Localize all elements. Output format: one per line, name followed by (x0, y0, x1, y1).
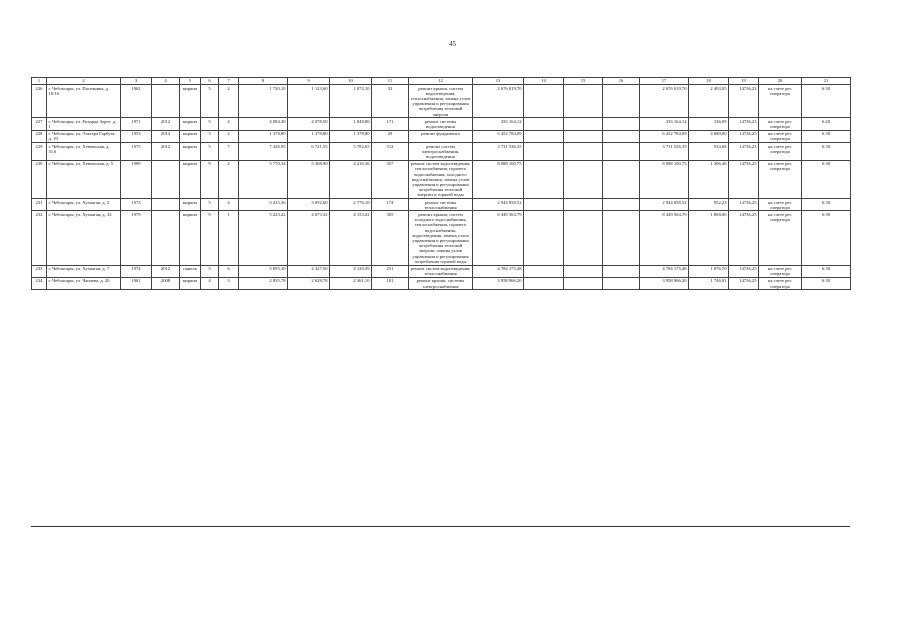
cell-unit-cost: 2 403,05 (689, 85, 729, 118)
cell-residents: 305 (372, 211, 409, 265)
cell-entrances: 2 (219, 160, 239, 198)
cell-works: ремонт крыши, систем водоотведения, теплоснабжения, замена узлов управления и регулирования потребления тепловой энергии (409, 85, 473, 118)
cell-wall: кирпич (180, 211, 201, 265)
cell-area-total: 5 223,22 (239, 211, 288, 265)
cell-addr: г. Чебоксары, ул. Хевешская, д. 5 (47, 160, 121, 198)
cell-wall: кирпич (180, 160, 201, 198)
cell-entrances: 2 (219, 130, 239, 142)
cell-cost-total: 8 449 564,79 (640, 211, 689, 265)
cell-area-total: 2 835,78 (239, 277, 288, 289)
cell-area-total: 1 720,10 (239, 85, 288, 118)
cell-works: ремонт системы теплоснабжения (409, 199, 473, 211)
table-bottom-rule (31, 526, 850, 527)
column-number: 3 (121, 78, 152, 85)
column-number: 9 (288, 78, 330, 85)
cell-entrances: 6 (219, 265, 239, 277)
cell-cost-total: 8 088 100,75 (640, 160, 689, 198)
cell-operator: на счете рег. оператора (759, 160, 802, 198)
cell-limit: 14736,25 (729, 211, 759, 265)
cell-area-total: 1 378,80 (239, 130, 288, 142)
cell-year-built: 1975 (121, 143, 152, 161)
cell-cost-total: 3 958 966,20 (640, 277, 689, 289)
cell-num: 230 (32, 160, 47, 198)
cell-area-res: 4 327,50 (288, 265, 330, 277)
cell-year-built: 1974 (121, 265, 152, 277)
column-number: 5 (180, 78, 201, 85)
cell-cost: 333 164,12 (473, 118, 524, 130)
cell-entrances: 4 (219, 118, 239, 130)
cell-cost-total: 4 784 175,48 (640, 265, 689, 277)
cell-c15 (564, 199, 603, 211)
cell-c14 (524, 160, 564, 198)
cell-floors: 5 (201, 118, 219, 130)
cell-limit: 14736,25 (729, 277, 759, 289)
cell-area-res: 1 378,80 (288, 130, 330, 142)
cell-unit-cost: 1 076,70 (689, 265, 729, 277)
cell-term: 6.30 (802, 211, 851, 265)
cell-c16 (603, 211, 640, 265)
cell-num: 232 (32, 211, 47, 265)
column-number: 6 (201, 78, 219, 85)
table-row (32, 143, 851, 161)
table-row (32, 277, 851, 289)
cell-num: 226 (32, 85, 47, 118)
cell-floors: 5 (201, 143, 219, 161)
cell-c16 (603, 265, 640, 277)
cell-term: 6.30 (802, 265, 851, 277)
cell-operator: на счете рег. оператора (759, 118, 802, 130)
cell-area-total: 5 095,30 (239, 265, 288, 277)
cell-addr: г. Чебоксары, ул. Хевешская, д. 31А (47, 143, 121, 161)
cell-operator: на счете рег. оператора (759, 85, 802, 118)
cell-c15 (564, 277, 603, 289)
cell-num: 234 (32, 277, 47, 289)
table-row (32, 265, 851, 277)
cell-term: 6.30 (802, 130, 851, 142)
cell-cost-total: 333 164,12 (640, 118, 689, 130)
cell-area-res: 5 368,90 (288, 160, 330, 198)
cell-term: 6.30 (802, 143, 851, 161)
cell-year-built: 1979 (121, 211, 152, 265)
cell-floors: 4 (201, 277, 219, 289)
cell-c14 (524, 85, 564, 118)
cell-residents: 174 (372, 199, 409, 211)
cell-cost-total: 2 944 858,52 (640, 199, 689, 211)
cell-cost: 8 088 100,75 (473, 160, 524, 198)
cell-wall: кирпич (180, 143, 201, 161)
cell-residents: 171 (372, 118, 409, 130)
cell-cost: 8 449 564,79 (473, 211, 524, 265)
cell-works: ремонт систем водоотведения, теплоснабжения, горячего водоснабжения, холодного водоснабжения, замена узлов управления и регулирования потребления тепловой энергии и горячей воды (409, 160, 473, 198)
cell-unit-cost: 1 808,06 (689, 211, 729, 265)
cell-year-reno (152, 199, 180, 211)
cell-operator: на счете рег. оператора (759, 277, 802, 289)
cell-wall: панель (180, 265, 201, 277)
table-row (32, 130, 851, 142)
cell-c16 (603, 277, 640, 289)
cell-c15 (564, 118, 603, 130)
cell-wall: кирпич (180, 199, 201, 211)
table-body (32, 78, 851, 290)
column-number: 18 (689, 78, 729, 85)
column-number: 11 (372, 78, 409, 85)
cell-wall: кирпич (180, 130, 201, 142)
cell-num: 228 (32, 130, 47, 142)
cell-floors: 9 (201, 211, 219, 265)
cell-cost: 2 944 858,52 (473, 199, 524, 211)
cell-wall: кирпич (180, 118, 201, 130)
cell-entrances: 2 (219, 85, 239, 118)
cell-year-reno: 2008 (152, 277, 180, 289)
cell-unit-cost: 136,09 (689, 118, 729, 130)
cell-c14 (524, 118, 564, 130)
cell-residents: 251 (372, 265, 409, 277)
cell-residents: 33 (372, 85, 409, 118)
cell-area-res2: 1 378,80 (330, 130, 372, 142)
cell-num: 233 (32, 265, 47, 277)
page-number: 45 (449, 40, 456, 48)
cell-term: 6.20 (802, 118, 851, 130)
cell-year-reno (152, 211, 180, 265)
cell-area-res2: 1 848,80 (330, 118, 372, 130)
cell-num: 227 (32, 118, 47, 130)
cell-area-res2: 4 216,36 (330, 160, 372, 198)
cell-year-built: 1973 (121, 199, 152, 211)
cell-area-res: 2 628,78 (288, 277, 330, 289)
cell-cost: 3 731 536,35 (473, 143, 524, 161)
column-number: 15 (564, 78, 603, 85)
cell-unit-cost: 1 306,46 (689, 160, 729, 198)
cell-year-reno: 2014 (152, 130, 180, 142)
cell-year-built: 1962 (121, 85, 152, 118)
cell-works: ремонт систем водоотведения, теплоснабжения (409, 265, 473, 277)
cell-operator: на счете рег. оператора (759, 265, 802, 277)
cell-addr: г. Чебоксары, ул. Хузангая, д. 32 (47, 211, 121, 265)
cell-c14 (524, 265, 564, 277)
cell-limit: 14736,23 (729, 85, 759, 118)
cell-addr: г. Чебоксары, ул. Эльгера Гарбуза, д. 19 (47, 130, 121, 142)
table-row (32, 211, 851, 265)
cell-area-res: 1 123,60 (288, 85, 330, 118)
cell-unit-cost: 1 746,01 (689, 277, 729, 289)
cell-area-res: 6 721,55 (288, 143, 330, 161)
cell-c16 (603, 130, 640, 142)
cell-area-res: 4 673,32 (288, 211, 330, 265)
cell-residents: 181 (372, 277, 409, 289)
column-number: 14 (524, 78, 564, 85)
cell-limit: 14736,25 (729, 265, 759, 277)
cell-cost: 4 784 175,48 (473, 265, 524, 277)
cell-wall: кирпич (180, 85, 201, 118)
register-table (31, 77, 851, 290)
column-number: 16 (603, 78, 640, 85)
cell-floors: 9 (201, 160, 219, 198)
cell-limit: 14736,23 (729, 118, 759, 130)
cell-addr: г. Чебоксары, ул. Пасечника, д. 10/16 (47, 85, 121, 118)
table-row (32, 199, 851, 211)
cell-limit: 14736,25 (729, 160, 759, 198)
cell-year-reno: 2012 (152, 118, 180, 130)
cell-c15 (564, 85, 603, 118)
column-number: 20 (759, 78, 802, 85)
cell-entrances: 7 (219, 143, 239, 161)
cell-area-total: 5 770,34 (239, 160, 288, 198)
cell-cost: 3 958 966,20 (473, 277, 524, 289)
cell-c14 (524, 143, 564, 161)
cell-floors: 5 (201, 85, 219, 118)
cell-floors: 5 (201, 265, 219, 277)
cell-addr: г. Чебоксары, ул. Чапаева, д. 20 (47, 277, 121, 289)
cell-year-reno: 2012 (152, 143, 180, 161)
cell-year-built: 1953 (121, 130, 152, 142)
column-number: 2 (47, 78, 121, 85)
table-row (32, 118, 851, 130)
column-number: 12 (409, 78, 473, 85)
cell-c16 (603, 143, 640, 161)
cell-c14 (524, 199, 564, 211)
cell-floors: 5 (201, 199, 219, 211)
cell-operator: на счете рег. оператора (759, 199, 802, 211)
column-number: 13 (473, 78, 524, 85)
cell-area-res2: 1 072,10 (330, 85, 372, 118)
cell-year-built: 1989 (121, 160, 152, 198)
cell-addr: г. Чебоксары, ул. Хузангая, д. 2 (47, 199, 121, 211)
cell-addr: г. Чебоксары, ул. Рихарда Зорге, д. 1 (47, 118, 121, 130)
column-number: 7 (219, 78, 239, 85)
cell-year-reno (152, 85, 180, 118)
cell-operator: на счете рег. оператора (759, 130, 802, 142)
cell-c16 (603, 85, 640, 118)
cell-c14 (524, 277, 564, 289)
cell-area-total: 4 084,30 (239, 118, 288, 130)
cell-year-reno (152, 160, 180, 198)
cell-area-res: 4 078,50 (288, 118, 330, 130)
cell-c16 (603, 199, 640, 211)
column-number: 21 (802, 78, 851, 85)
cell-area-res2: 5 782,65 (330, 143, 372, 161)
cell-c15 (564, 265, 603, 277)
cell-limit: 14736,25 (729, 130, 759, 142)
column-number: 19 (729, 78, 759, 85)
cell-works: ремонт системы водоотведения (409, 118, 473, 130)
cell-c15 (564, 130, 603, 142)
cell-cost: 6 452 784,09 (473, 130, 524, 142)
cell-c14 (524, 211, 564, 265)
cell-entrances: 3 (219, 277, 239, 289)
cell-area-res2: 4 153,22 (330, 211, 372, 265)
column-number: 8 (239, 78, 288, 85)
cell-year-built: 1961 (121, 277, 152, 289)
cell-area-res2: 4 120,39 (330, 265, 372, 277)
cell-residents: 312 (372, 143, 409, 161)
column-number-row (32, 78, 851, 85)
cell-c15 (564, 143, 603, 161)
cell-area-res: 3 092,60 (288, 199, 330, 211)
cell-c15 (564, 211, 603, 265)
cell-works: ремонт фундамента (409, 130, 473, 142)
column-number: 1 (32, 78, 47, 85)
cell-addr: г. Чебоксары, ул. Хузангая, д. 7 (47, 265, 121, 277)
cell-c14 (524, 130, 564, 142)
cell-works: ремонт крыши, системы электроснабжения (409, 277, 473, 289)
cell-area-total: 7 426,95 (239, 143, 288, 161)
cell-cost-total: 3 731 536,35 (640, 143, 689, 161)
cell-unit-cost: 534,68 (689, 143, 729, 161)
cell-entrances: 1 (219, 211, 239, 265)
cell-term: 6.30 (802, 160, 851, 198)
cell-works: ремонт крыши, систем холодного водоснабжения, теплоснабжения, горячего водоснабжения, водоотведения, замена узлов управления и регулирования потребления тепловой энергии, замена узлов управления и регулирования потребления горячей воды (409, 211, 473, 265)
cell-unit-cost: 952,23 (689, 199, 729, 211)
cell-c16 (603, 118, 640, 130)
table-row (32, 85, 851, 118)
cell-works: ремонт систем электроснабжения, водоотведения (409, 143, 473, 161)
cell-area-res2: 2 776,10 (330, 199, 372, 211)
cell-area-res2: 2 361,10 (330, 277, 372, 289)
cell-cost-total: 6 452 784,09 (640, 130, 689, 142)
cell-c15 (564, 160, 603, 198)
cell-cost-total: 2 676 019,70 (640, 85, 689, 118)
column-number: 17 (640, 78, 689, 85)
column-number: 4 (152, 78, 180, 85)
cell-year-built: 1971 (121, 118, 152, 130)
cell-operator: на счете рег. оператора (759, 211, 802, 265)
cell-year-reno: 2012 (152, 265, 180, 277)
cell-unit-cost: 4 680,00 (689, 130, 729, 142)
cell-term: 6.30 (802, 199, 851, 211)
cell-term: 6.30 (802, 277, 851, 289)
cell-residents: 357 (372, 160, 409, 198)
cell-num: 231 (32, 199, 47, 211)
cell-term: 6.30 (802, 85, 851, 118)
cell-cost: 2 676 019,70 (473, 85, 524, 118)
table-row (32, 160, 851, 198)
cell-floors: 3 (201, 130, 219, 142)
cell-wall: кирпич (180, 277, 201, 289)
column-number: 10 (330, 78, 372, 85)
cell-num: 229 (32, 143, 47, 161)
cell-entrances: 4 (219, 199, 239, 211)
cell-operator: на счете рег. оператора (759, 143, 802, 161)
cell-limit: 14736,23 (729, 143, 759, 161)
cell-limit: 14736,25 (729, 199, 759, 211)
cell-c16 (603, 160, 640, 198)
cell-area-total: 3 415,36 (239, 199, 288, 211)
cell-residents: 29 (372, 130, 409, 142)
